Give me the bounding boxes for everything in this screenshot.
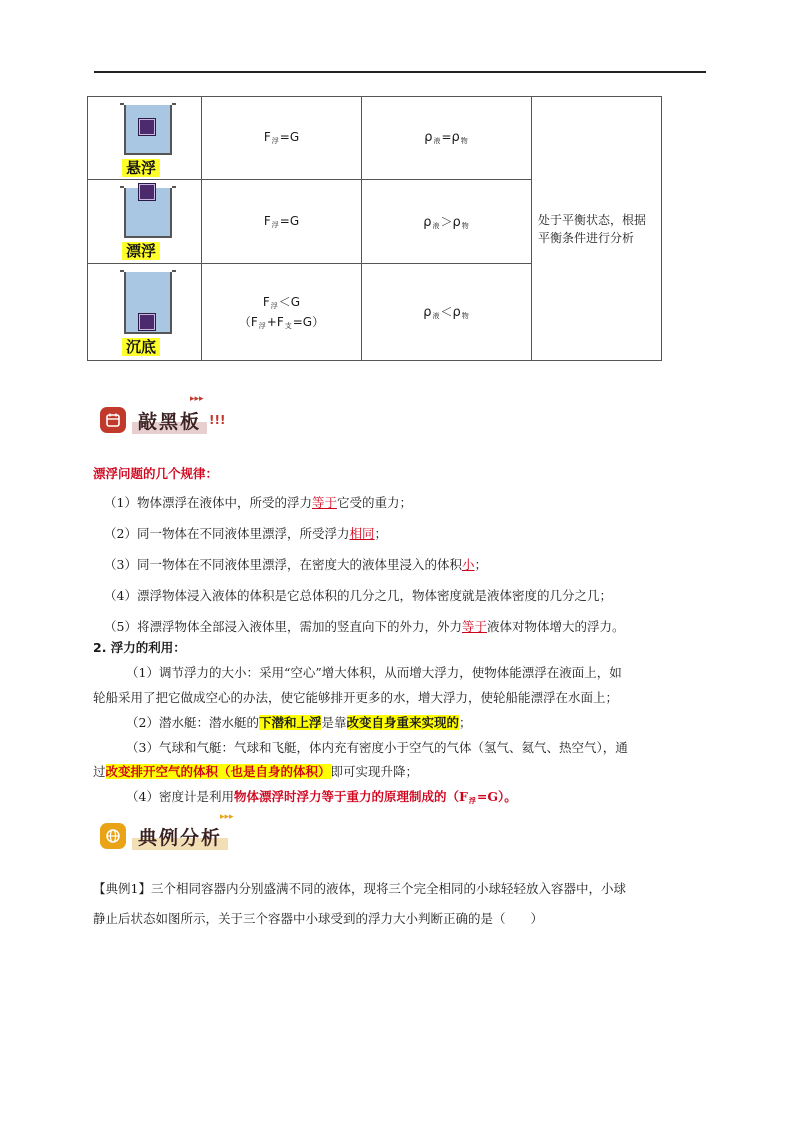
suspended-figure [88,97,202,180]
list-item: （4）漂浮物体浸入液体的体积是它总体积的几分之几，物体密度就是液体密度的几分之几； [104,588,612,603]
banner-title: 敲黑板 [132,407,207,434]
sunk-figure [88,264,202,361]
arrows-icon: ▸▸▸ [190,394,204,404]
buoyancy-state-table [87,96,662,361]
list-item: （3）同一物体在不同液体里漂浮，在密度大的液体里浸入的体积小； [104,557,487,572]
banner-title: 典例分析 [132,823,228,850]
density-cell: $\rho_液=\rho_物$ [362,97,532,180]
globe-icon [100,823,126,849]
rules-heading: 漂浮问题的几个规律： [93,466,219,481]
header-rule [94,71,706,73]
cube-icon [139,314,155,330]
table-row [88,97,662,180]
cube-icon [139,184,155,200]
density-cell: $\rho_液<\rho_物$ [362,264,532,361]
cube-icon [139,119,155,135]
example-line-2: 静止后状态如图所示，关于三个容器中小球受到的浮力大小判断正确的是（ ） [93,911,544,926]
list-item: （2）同一物体在不同液体里漂浮，所受浮力相同； [104,526,387,541]
state-label: 悬浮 [122,159,160,177]
use-paragraph-4: （4）密度计是利用物体漂浮时浮力等于重力的原理制成的$(F_浮=G)$。 [126,789,517,805]
key-points-banner [100,402,225,438]
force-cell: $F_浮<G$ $(F_浮+F_支=G)$ [202,264,362,361]
density-cell: $\rho_液>\rho_物$ [362,180,532,264]
floating-figure [88,180,202,264]
arrows-icon: ▸▸▸ [220,812,234,822]
force-cell: $F_浮=G$ [202,180,362,264]
exclamation-mark: !!! [209,413,226,427]
state-label: 漂浮 [122,242,160,260]
use-paragraph-3-cont: 过改变排开空气的体积（也是自身的体积）即可实现升降； [93,764,419,779]
state-label: 沉底 [122,338,160,356]
use-paragraph-1-cont: 轮船采用了把它做成空心的办法，使它能够排开更多的水，增大浮力，使轮船能漂浮在水面上； [93,690,619,705]
use-paragraph-2: （2）潜水艇：潜水艇的下潜和上浮是靠改变自身重来实现的； [126,715,472,730]
list-item: （5）将漂浮物体全部浸入液体里，需加的竖直向下的外力，外力等于液体对物体增大的浮力。 [104,619,625,634]
use-heading: 2. 浮力的利用： [93,640,186,655]
use-paragraph-1: （1）调节浮力的大小：采用“空心”增大体积，从而增大浮力，使物体能漂浮在液面上，如 [126,665,622,680]
example-banner [100,818,228,854]
use-paragraph-3: （3）气球和气艇：气球和飞艇，体内充有密度小于空气的气体（氢气、氦气、热空气），通 [126,740,628,755]
calendar-icon [100,407,126,433]
equilibrium-note: 处于平衡状态，根据平衡条件进行分析 [532,97,662,361]
force-cell: $F_浮=G$ [202,97,362,180]
example-line-1: 【典例1】三个相同容器内分别盛满不同的液体，现将三个完全相同的小球轻轻放入容器中，小球 [93,881,626,896]
list-item: （1）物体漂浮在液体中，所受的浮力等于它受的重力； [104,495,412,510]
